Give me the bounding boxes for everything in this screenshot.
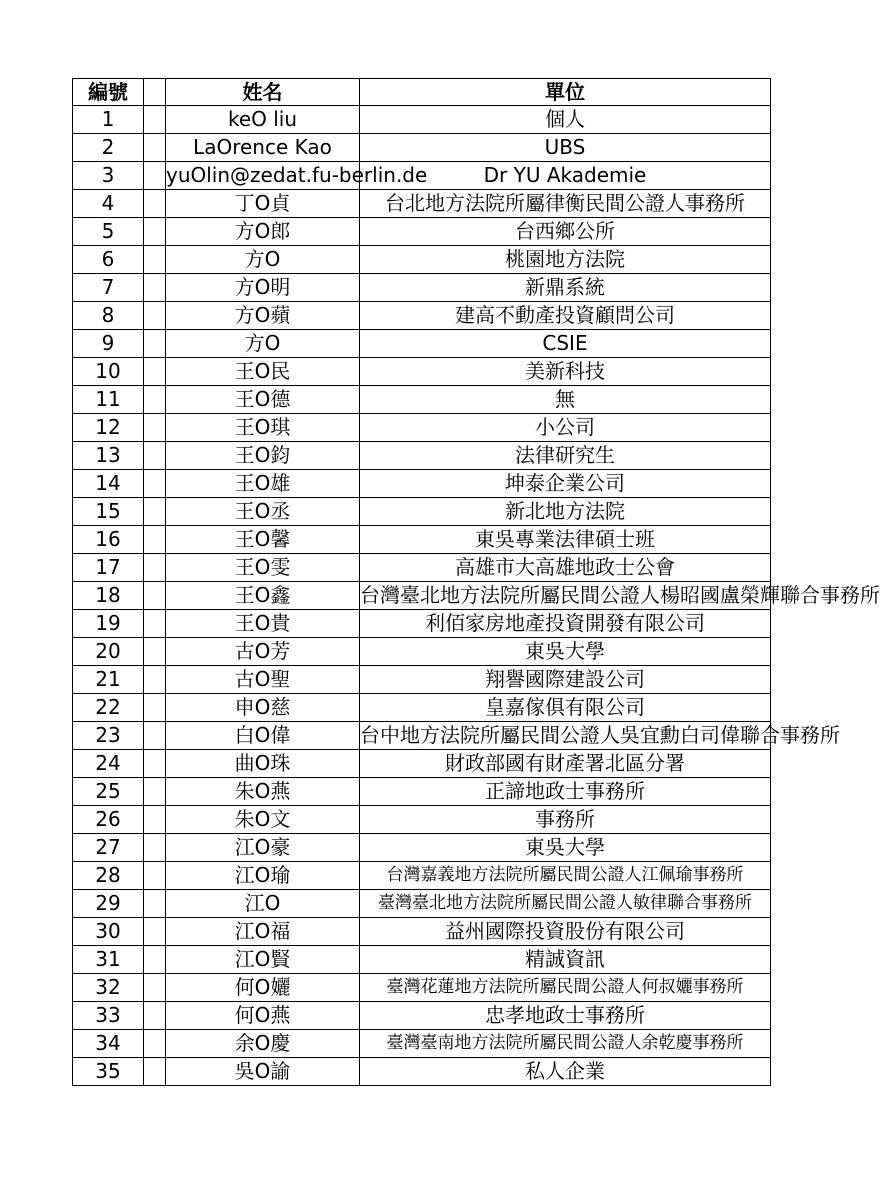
row-name: 方O郎: [166, 218, 360, 246]
row-name: 何O孋: [166, 974, 360, 1002]
row-spacer: [144, 246, 166, 274]
row-number: 5: [73, 218, 144, 246]
row-unit: 高雄市大高雄地政士公會: [360, 554, 771, 582]
row-number: 24: [73, 750, 144, 778]
row-number: 3: [73, 162, 144, 190]
row-unit: 台灣嘉義地方法院所屬民間公證人江佩瑜事務所: [360, 862, 771, 890]
table-row: [73, 302, 771, 330]
row-name: 吳O諭: [166, 1058, 360, 1086]
row-number: 8: [73, 302, 144, 330]
row-unit: 皇嘉傢俱有限公司: [360, 694, 771, 722]
row-name: 古O聖: [166, 666, 360, 694]
row-spacer: [144, 330, 166, 358]
row-number: 22: [73, 694, 144, 722]
row-spacer: [144, 1030, 166, 1058]
row-name: 江O瑜: [166, 862, 360, 890]
row-name: 方O: [166, 330, 360, 358]
table-row: [73, 946, 771, 974]
row-number: 27: [73, 834, 144, 862]
row-number: 25: [73, 778, 144, 806]
table-row: [73, 442, 771, 470]
row-spacer: [144, 610, 166, 638]
row-name: 白O偉: [166, 722, 360, 750]
row-name: 王O琪: [166, 414, 360, 442]
row-number: 18: [73, 582, 144, 610]
row-number: 29: [73, 890, 144, 918]
attendee-table: [72, 78, 880, 1086]
row-spacer: [144, 1058, 166, 1086]
row-name: 朱O燕: [166, 778, 360, 806]
row-unit: 桃園地方法院: [360, 246, 771, 274]
row-unit: 臺灣花蓮地方法院所屬民間公證人何叔孋事務所: [360, 974, 771, 1002]
row-unit: 個人: [360, 106, 771, 134]
row-unit: 美新科技: [360, 358, 771, 386]
row-number: 35: [73, 1058, 144, 1086]
row-unit: 新北地方法院: [360, 498, 771, 526]
table-row: [73, 974, 771, 1002]
row-name: 王O鈞: [166, 442, 360, 470]
row-number: 21: [73, 666, 144, 694]
row-spacer: [144, 946, 166, 974]
row-unit: 台北地方法院所屬律衡民間公證人事務所: [360, 190, 771, 218]
row-name: LaOrence Kao: [166, 134, 360, 162]
table-row: [73, 666, 771, 694]
row-number: 6: [73, 246, 144, 274]
table-row: [73, 218, 771, 246]
row-spacer: [144, 190, 166, 218]
row-number: 28: [73, 862, 144, 890]
row-name: 王O馨: [166, 526, 360, 554]
row-spacer: [144, 106, 166, 134]
row-name: 王O雄: [166, 470, 360, 498]
row-spacer: [144, 582, 166, 610]
row-unit: 私人企業: [360, 1058, 771, 1086]
row-number: 1: [73, 106, 144, 134]
row-unit: 事務所: [360, 806, 771, 834]
table-row: [73, 1002, 771, 1030]
header-row: [73, 79, 771, 106]
row-name: 丁O貞: [166, 190, 360, 218]
row-name: 朱O文: [166, 806, 360, 834]
row-spacer: [144, 386, 166, 414]
table-row: [73, 498, 771, 526]
row-spacer: [144, 498, 166, 526]
row-number: 26: [73, 806, 144, 834]
table-row: [73, 834, 771, 862]
row-number: 33: [73, 1002, 144, 1030]
table-body: [73, 106, 880, 1086]
row-name: 余O慶: [166, 1030, 360, 1058]
row-spacer: [144, 414, 166, 442]
row-number: 34: [73, 1030, 144, 1058]
row-spacer: [144, 162, 166, 190]
row-number: 7: [73, 274, 144, 302]
table-row: [73, 134, 771, 162]
table-row: [73, 610, 771, 638]
row-number: 17: [73, 554, 144, 582]
row-unit: 台西鄉公所: [360, 218, 771, 246]
row-unit: 台中地方法院所屬民間公證人吳宜勳白司偉聯合事務所: [360, 722, 771, 750]
table-row: [73, 778, 771, 806]
table-row: [73, 918, 771, 946]
row-unit: 法律研究生: [360, 442, 771, 470]
row-number: 31: [73, 946, 144, 974]
table-row: [73, 162, 771, 190]
row-spacer: [144, 1002, 166, 1030]
row-name: 王O雯: [166, 554, 360, 582]
row-name: 江O賢: [166, 946, 360, 974]
table-row: [73, 1058, 771, 1086]
row-unit: 翔譽國際建設公司: [360, 666, 771, 694]
row-name: keO liu: [166, 106, 360, 134]
table-row: [73, 722, 771, 750]
row-name: 王O鑫: [166, 582, 360, 610]
row-number: 2: [73, 134, 144, 162]
table-row: [73, 638, 771, 666]
row-number: 16: [73, 526, 144, 554]
row-unit: Dr YU Akademie: [360, 162, 771, 190]
row-name: 王O貴: [166, 610, 360, 638]
row-unit: 正諦地政士事務所: [360, 778, 771, 806]
row-spacer: [144, 358, 166, 386]
row-spacer: [144, 302, 166, 330]
row-spacer: [144, 274, 166, 302]
table-row: [73, 414, 771, 442]
row-unit: 東吳專業法律碩士班: [360, 526, 771, 554]
row-name: 王O丞: [166, 498, 360, 526]
row-unit: 臺灣臺北地方法院所屬民間公證人敏律聯合事務所: [360, 890, 771, 918]
table-row: [73, 750, 771, 778]
row-number: 10: [73, 358, 144, 386]
table-row: [73, 386, 771, 414]
row-name: 王O德: [166, 386, 360, 414]
row-unit: CSIE: [360, 330, 771, 358]
row-spacer: [144, 974, 166, 1002]
row-spacer: [144, 918, 166, 946]
table-row: [73, 358, 771, 386]
row-spacer: [144, 554, 166, 582]
row-number: 14: [73, 470, 144, 498]
row-unit: 忠孝地政士事務所: [360, 1002, 771, 1030]
table-row: [73, 526, 771, 554]
table-row: [73, 470, 771, 498]
row-unit: 東吳大學: [360, 638, 771, 666]
row-unit: 東吳大學: [360, 834, 771, 862]
row-spacer: [144, 470, 166, 498]
table-row: [73, 890, 771, 918]
row-spacer: [144, 778, 166, 806]
row-number: 23: [73, 722, 144, 750]
row-name: 江O豪: [166, 834, 360, 862]
row-name: 王O民: [166, 358, 360, 386]
row-name: yuOlin@zedat.fu-berlin.de: [166, 162, 360, 190]
row-unit: 台灣臺北地方法院所屬民間公證人楊昭國盧榮輝聯合事務所: [360, 582, 771, 610]
header-spacer: [144, 79, 166, 106]
table-row: [73, 190, 771, 218]
row-unit: UBS: [360, 134, 771, 162]
row-name: 方O明: [166, 274, 360, 302]
row-number: 19: [73, 610, 144, 638]
row-number: 4: [73, 190, 144, 218]
table-row: [73, 1030, 771, 1058]
table-row: [73, 274, 771, 302]
header-name: 姓名: [166, 79, 360, 106]
row-name: 何O燕: [166, 1002, 360, 1030]
row-number: 32: [73, 974, 144, 1002]
table-row: [73, 106, 771, 134]
row-unit: 無: [360, 386, 771, 414]
row-number: 12: [73, 414, 144, 442]
row-unit: 新鼎系統: [360, 274, 771, 302]
row-spacer: [144, 134, 166, 162]
row-name: 申O慈: [166, 694, 360, 722]
row-unit: 利佰家房地產投資開發有限公司: [360, 610, 771, 638]
row-number: 15: [73, 498, 144, 526]
row-spacer: [144, 834, 166, 862]
row-spacer: [144, 890, 166, 918]
table-row: [73, 330, 771, 358]
table-row: [73, 582, 771, 610]
row-spacer: [144, 694, 166, 722]
row-spacer: [144, 526, 166, 554]
row-spacer: [144, 638, 166, 666]
row-spacer: [144, 806, 166, 834]
row-name: 曲O珠: [166, 750, 360, 778]
row-unit: 臺灣臺南地方法院所屬民間公證人余乾慶事務所: [360, 1030, 771, 1058]
table-row: [73, 694, 771, 722]
row-number: 20: [73, 638, 144, 666]
table-row: [73, 554, 771, 582]
table-row: [73, 246, 771, 274]
row-unit: 精誠資訊: [360, 946, 771, 974]
row-name: 江O: [166, 890, 360, 918]
row-spacer: [144, 750, 166, 778]
row-unit: 財政部國有財產署北區分署: [360, 750, 771, 778]
row-spacer: [144, 442, 166, 470]
row-unit: 坤泰企業公司: [360, 470, 771, 498]
row-name: 方O蘋: [166, 302, 360, 330]
row-number: 30: [73, 918, 144, 946]
row-number: 11: [73, 386, 144, 414]
row-unit: 益州國際投資股份有限公司: [360, 918, 771, 946]
header-number: 編號: [73, 79, 144, 106]
row-spacer: [144, 666, 166, 694]
row-spacer: [144, 862, 166, 890]
row-unit: 小公司: [360, 414, 771, 442]
table-row: [73, 806, 771, 834]
row-number: 13: [73, 442, 144, 470]
row-spacer: [144, 722, 166, 750]
row-unit: 建高不動產投資顧問公司: [360, 302, 771, 330]
row-spacer: [144, 218, 166, 246]
row-name: 江O福: [166, 918, 360, 946]
table-row: [73, 862, 771, 890]
header-unit: 單位: [360, 79, 771, 106]
row-name: 古O芳: [166, 638, 360, 666]
row-number: 9: [73, 330, 144, 358]
row-name: 方O: [166, 246, 360, 274]
